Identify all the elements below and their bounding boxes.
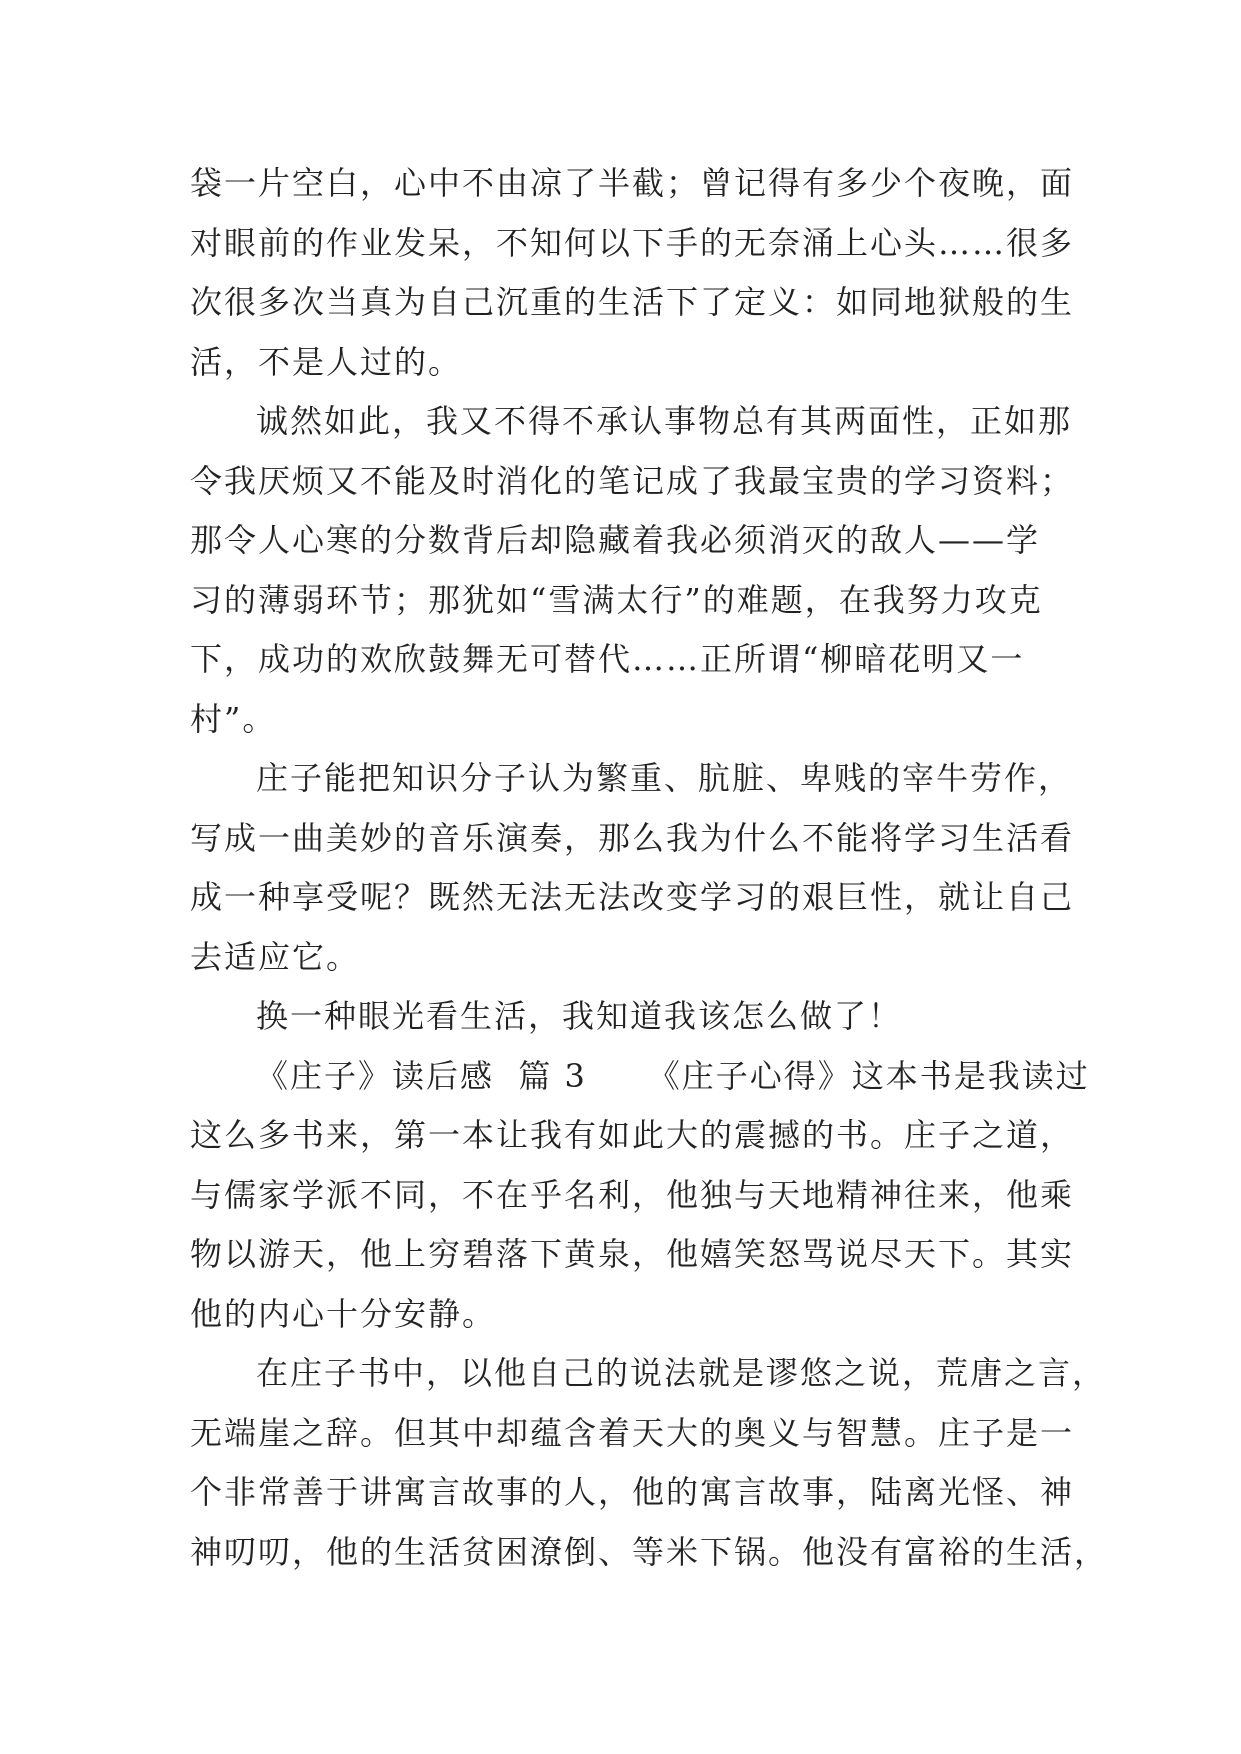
document-body bbox=[190, 154, 1109, 1582]
text-line: 下，成功的欢欣鼓舞无可替代……正所谓“柳暗花明又一 bbox=[190, 640, 1025, 678]
text-line: 他的内心十分安静。 bbox=[190, 1294, 497, 1333]
paragraph-first-line: 换一种眼光看生活，我知道我该怎么做了！ bbox=[256, 997, 903, 1035]
text-line: 去适应它。 bbox=[190, 937, 361, 976]
text-line: 活，不是人过的。 bbox=[190, 342, 463, 381]
paragraph-first-line: 诚然如此，我又不得不承认事物总有其两面性，正如那 bbox=[256, 402, 1073, 440]
text-line: 次很多次当真为自己沉重的生活下了定义：如同地狱般的生 bbox=[190, 283, 1075, 321]
text-line: 个非常善于讲寓言故事的人，他的寓言故事，陆离光怪、神 bbox=[190, 1473, 1075, 1511]
text-line: 与儒家学派不同，不在乎名利，他独与天地精神往来，他乘 bbox=[190, 1175, 1075, 1214]
paragraph-first-line: 在庄子书中，以他自己的说法就是谬悠之说，荒唐之言， bbox=[256, 1354, 1107, 1392]
section-heading-line: 《庄子》读后感 篇 3 《庄子心得》这本书是我读过 bbox=[256, 1056, 1090, 1095]
text-line: 写成一曲美妙的音乐演奏，那么我为什么不能将学习生活看 bbox=[190, 818, 1075, 857]
text-line: 无端崖之辞。但其中却蕴含着天大的奥义与智慧。庄子是一 bbox=[190, 1413, 1075, 1452]
text-line: 习的薄弱环节；那犹如“雪满太行”的难题，在我努力攻克 bbox=[190, 580, 1043, 619]
text-line: 那令人心寒的分数背后却隐藏着我必须消灭的敌人——学 bbox=[190, 521, 1041, 559]
text-line: 神叨叨，他的生活贫困潦倒、等米下锅。他没有富裕的生活， bbox=[190, 1532, 1109, 1571]
text-line: 对眼前的作业发呆，不知何以下手的无奈涌上心头……很多 bbox=[190, 223, 1075, 262]
text-line: 令我厌烦又不能及时消化的笔记成了我最宝贵的学习资料； bbox=[190, 461, 1075, 500]
text-line: 这么多书来，第一本让我有如此大的震撼的书。庄子之道， bbox=[190, 1116, 1075, 1154]
paragraph-first-line: 庄子能把知识分子认为繁重、肮脏、卑贱的宰牛劳作， bbox=[256, 759, 1073, 797]
text-line: 袋一片空白，心中不由凉了半截；曾记得有多少个夜晚，面 bbox=[190, 164, 1075, 202]
text-line: 成一种享受呢？既然无法无法改变学习的艰巨性，就让自己 bbox=[190, 878, 1075, 916]
text-line: 村”。 bbox=[190, 699, 277, 738]
text-line: 物以游天，他上穷碧落下黄泉，他嬉笑怒骂说尽天下。其实 bbox=[190, 1235, 1075, 1273]
